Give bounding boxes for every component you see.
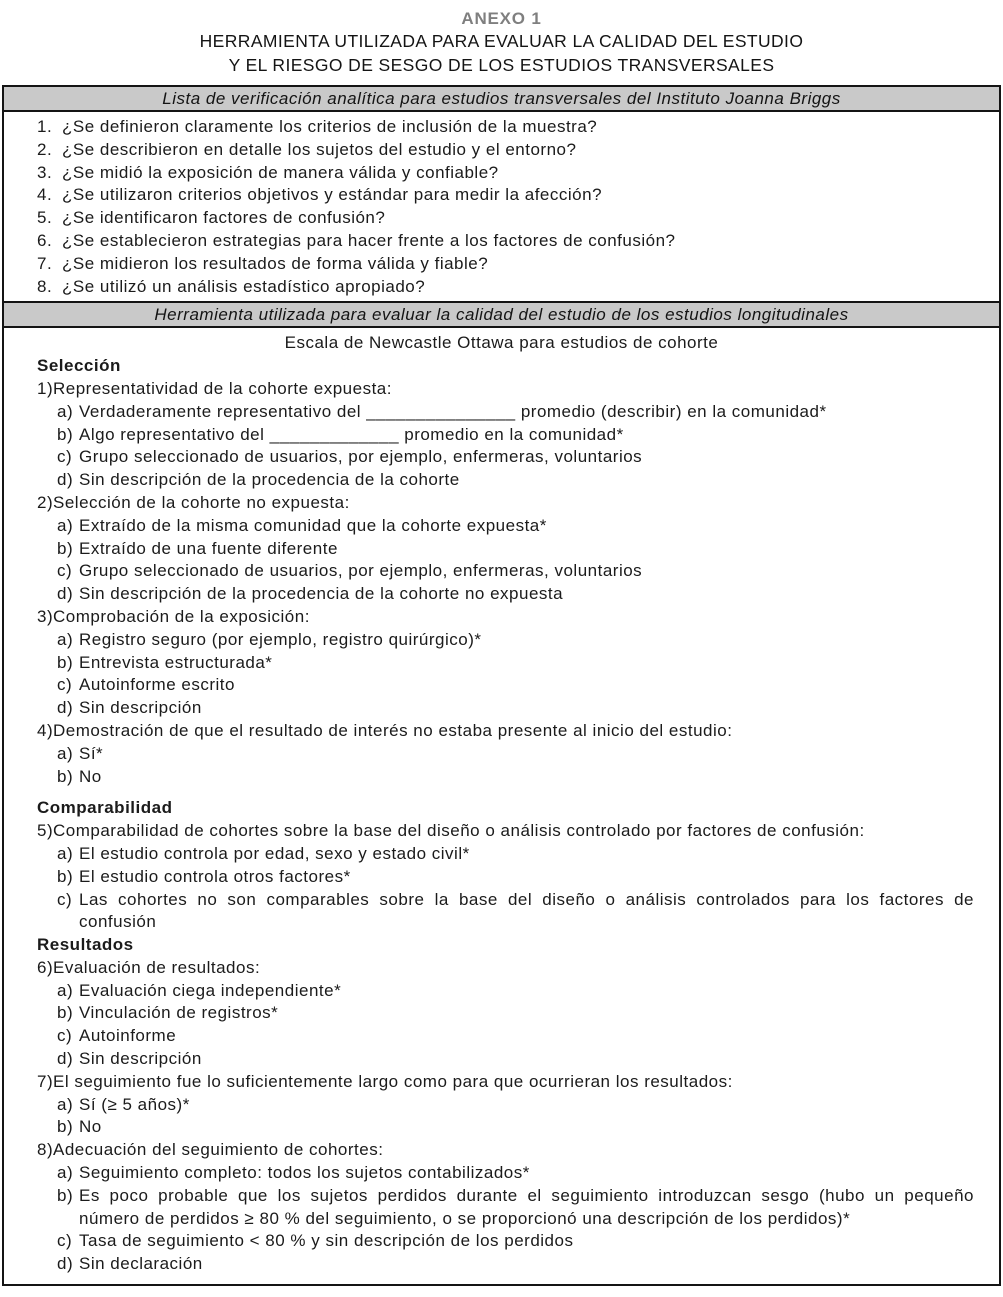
option-row [37, 674, 974, 697]
option-text: El estudio controla otros factores* [79, 866, 351, 886]
item-text: ¿Se describieron en detalle los sujetos del estudio y el entorno? [62, 139, 577, 159]
option-letter: b) [57, 538, 74, 558]
item-number: 5. [37, 208, 53, 228]
nos-section [37, 934, 974, 1276]
option-letter: b) [57, 766, 74, 786]
option-text: Grupo seleccionado de usuarios, por ejemplo, enfermeras, voluntarios [79, 447, 643, 467]
jbi-checklist-box [2, 110, 1001, 303]
question-text: Evaluación de resultados: [53, 957, 261, 977]
question-row [37, 820, 974, 843]
option-row [37, 401, 974, 424]
option-letter: b) [57, 1117, 74, 1137]
question-row [37, 492, 974, 515]
question-text: Comparabilidad de cohortes sobre la base del diseño o análisis controlado por factores de confusión: [53, 821, 865, 841]
question-row [37, 720, 974, 743]
option-row [37, 1094, 974, 1117]
option-row [37, 1025, 974, 1048]
option-row [37, 515, 974, 538]
option-row [37, 538, 974, 561]
option-text: Autoinforme escrito [79, 675, 235, 695]
option-row [37, 743, 974, 766]
option-text: Sin declaración [79, 1254, 203, 1274]
checklist-item [37, 139, 987, 162]
item-number: 6. [37, 230, 53, 250]
option-row [37, 1162, 974, 1185]
item-number: 2. [37, 139, 53, 159]
checklist-item [37, 116, 987, 139]
nos-header-bar: Herramienta utilizada para evaluar la calidad del estudio de los estudios longitudinales [2, 301, 1001, 328]
option-text: Algo representativo del _____________ promedio en la comunidad* [79, 424, 624, 444]
option-text: Extraído de la misma comunidad que la cohorte expuesta* [79, 515, 547, 535]
item-text: ¿Se identificaron factores de confusión? [62, 208, 386, 228]
option-letter: a) [57, 515, 74, 535]
newcastle-ottawa-box [2, 326, 1001, 1286]
option-row [37, 583, 974, 606]
jbi-checklist-list [37, 116, 987, 298]
option-letter: a) [57, 1094, 74, 1114]
section-heading: Comparabilidad [37, 798, 173, 818]
option-letter: d) [57, 470, 74, 490]
option-text: Es poco probable que los sujetos perdidos durante el seguimiento introduzcan sesgo (hubo un pequeño número de perdidos ≥ 80 % del seguimiento, o se proporcionó una descripción de los perdidos)* [79, 1185, 974, 1228]
option-text: Autoinforme [79, 1026, 177, 1046]
option-letter: d) [57, 584, 74, 604]
checklist-item [37, 184, 987, 207]
checklist-item [37, 207, 987, 230]
option-row [37, 980, 974, 1003]
option-letter: a) [57, 401, 74, 421]
item-text: ¿Se utilizó un análisis estadístico apropiado? [62, 276, 426, 296]
jbi-header-bar: Lista de verificación analítica para estudios transversales del Instituto Joanna Briggs [2, 85, 1001, 112]
option-text: Registro seguro (por ejemplo, registro quirúrgico)* [79, 629, 482, 649]
newcastle-ottawa-sections [37, 355, 974, 1276]
question-number: 3) [37, 606, 54, 626]
option-text: Extraído de una fuente diferente [79, 538, 338, 558]
option-letter: b) [57, 1185, 74, 1205]
annex-title: ANEXO 1 [461, 9, 542, 28]
option-letter: a) [57, 1163, 74, 1183]
question-number: 4) [37, 720, 54, 740]
option-text: Vinculación de registros* [79, 1003, 279, 1023]
option-letter: a) [57, 743, 74, 763]
option-text: Entrevista estructurada* [79, 652, 273, 672]
option-text: Sin descripción de la procedencia de la cohorte no expuesta [79, 584, 564, 604]
question-text: Demostración de que el resultado de interés no estaba presente al inicio del estudio: [53, 720, 733, 740]
option-row [37, 424, 974, 447]
section-heading: Selección [37, 356, 121, 376]
option-row [37, 1230, 974, 1253]
option-row [37, 889, 974, 935]
option-row [37, 629, 974, 652]
item-text: ¿Se midió la exposición de manera válida y confiable? [62, 162, 499, 182]
checklist-item [37, 230, 987, 253]
option-row [37, 652, 974, 675]
option-row [37, 1185, 974, 1231]
item-text: ¿Se utilizaron criterios objetivos y estándar para medir la afección? [62, 185, 603, 205]
option-letter: a) [57, 843, 74, 863]
scale-title: Escala de Newcastle Ottawa para estudios de cohorte [284, 333, 719, 353]
question-row [37, 378, 974, 401]
question-number: 7) [37, 1071, 54, 1091]
item-number: 3. [37, 162, 53, 182]
question-number: 1) [37, 378, 54, 398]
option-text: Seguimiento completo: todos los sujetos contabilizados* [79, 1163, 530, 1183]
option-text: Sin descripción de la procedencia de la cohorte [79, 470, 460, 490]
question-number: 2) [37, 492, 54, 512]
option-text: No [79, 1117, 102, 1137]
question-number: 6) [37, 957, 54, 977]
nos-section [37, 797, 974, 934]
checklist-item [37, 253, 987, 276]
option-letter: b) [57, 424, 74, 444]
question-text: Adecuación del seguimiento de cohortes: [53, 1140, 384, 1160]
question-row [37, 606, 974, 629]
question-text: El seguimiento fue lo suficientemente largo como para que ocurrieran los resultados: [53, 1071, 733, 1091]
option-row [37, 1048, 974, 1071]
item-number: 1. [37, 117, 53, 136]
option-letter: c) [57, 889, 73, 909]
checklist-item [37, 276, 987, 299]
option-letter: c) [57, 1026, 73, 1046]
option-letter: c) [57, 675, 73, 695]
question-text: Representatividad de la cohorte expuesta: [53, 378, 392, 398]
option-row [37, 1253, 974, 1276]
item-number: 4. [37, 185, 53, 205]
question-row [37, 957, 974, 980]
option-text: Verdaderamente representativo del _______________ promedio (describir) en la comunidad* [79, 401, 827, 421]
document-title-line-1: HERRAMIENTA UTILIZADA PARA EVALUAR LA CALIDAD DEL ESTUDIO [199, 31, 804, 51]
nos-section [37, 355, 974, 788]
option-letter: d) [57, 698, 74, 718]
item-text: ¿Se establecieron estrategias para hacer frente a los factores de confusión? [62, 230, 676, 250]
item-text: ¿Se midieron los resultados de forma válida y fiable? [62, 253, 489, 273]
option-letter: b) [57, 1003, 74, 1023]
question-text: Comprobación de la exposición: [53, 606, 310, 626]
option-letter: b) [57, 652, 74, 672]
option-letter: b) [57, 866, 74, 886]
option-text: Sí* [79, 743, 104, 763]
option-row [37, 1002, 974, 1025]
option-letter: c) [57, 561, 73, 581]
option-row [37, 560, 974, 583]
document-title-line-2: Y EL RIESGO DE SESGO DE LOS ESTUDIOS TRANSVERSALES [228, 55, 775, 75]
item-number: 7. [37, 253, 53, 273]
option-row [37, 697, 974, 720]
option-text: Evaluación ciega independiente* [79, 980, 342, 1000]
option-letter: a) [57, 629, 74, 649]
option-text: Tasa de seguimiento < 80 % y sin descripción de los perdidos [79, 1231, 574, 1251]
option-text: El estudio controla por edad, sexo y estado civil* [79, 843, 470, 863]
option-letter: a) [57, 980, 74, 1000]
option-letter: d) [57, 1049, 74, 1069]
option-text: No [79, 766, 102, 786]
option-row [37, 866, 974, 889]
option-row [37, 843, 974, 866]
option-row [37, 766, 974, 789]
option-row [37, 1116, 974, 1139]
option-text: Sin descripción [79, 698, 202, 718]
option-text: Sí (≥ 5 años)* [79, 1094, 190, 1114]
option-text: Grupo seleccionado de usuarios, por ejemplo, enfermeras, voluntarios [79, 561, 643, 581]
question-row [37, 1139, 974, 1162]
section-heading: Resultados [37, 935, 134, 955]
option-row [37, 446, 974, 469]
question-number: 8) [37, 1140, 54, 1160]
option-row [37, 469, 974, 492]
question-row [37, 1071, 974, 1094]
item-text: ¿Se definieron claramente los criterios de inclusión de la muestra? [62, 117, 598, 136]
question-number: 5) [37, 821, 54, 841]
option-letter: c) [57, 447, 73, 467]
item-number: 8. [37, 276, 53, 296]
option-text: Sin descripción [79, 1049, 202, 1069]
checklist-item [37, 162, 987, 185]
option-text: Las cohortes no son comparables sobre la base del diseño o análisis controlados para los factores de confusión [79, 889, 974, 932]
question-text: Selección de la cohorte no expuesta: [53, 492, 350, 512]
option-letter: c) [57, 1231, 73, 1251]
option-letter: d) [57, 1254, 74, 1274]
